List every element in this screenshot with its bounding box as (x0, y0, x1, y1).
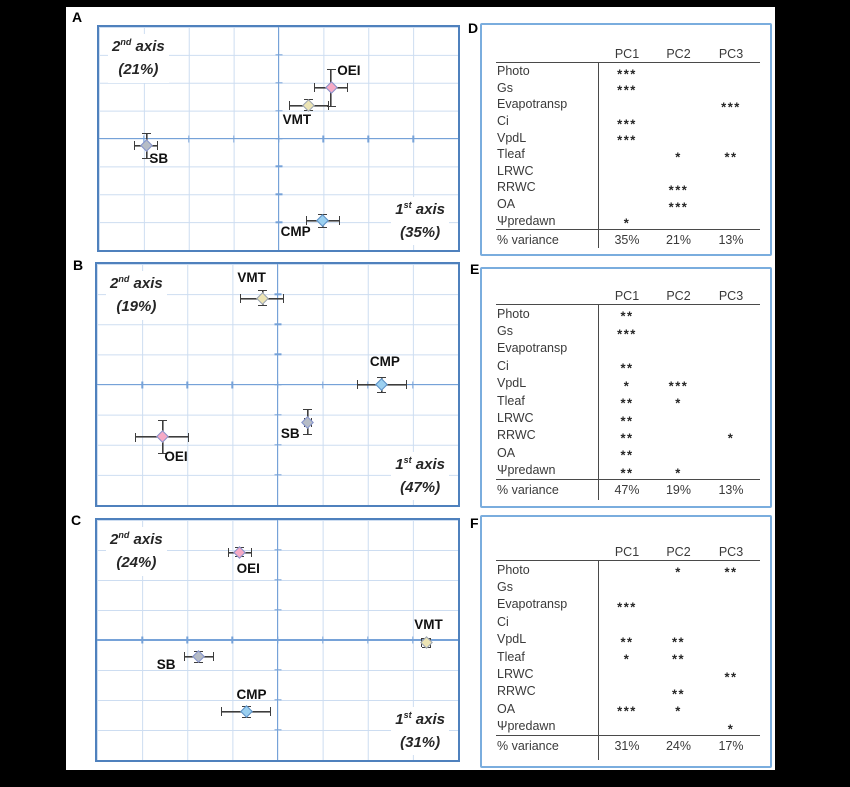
marker-label-sb: SB (280, 426, 300, 442)
variance-value-pc2: 19% (665, 483, 692, 498)
significance-cell-pc2 (654, 463, 703, 481)
significance-stars: ** (620, 447, 634, 463)
variance-value-pc3: 17% (718, 739, 744, 754)
y-axis-tick (275, 221, 282, 222)
significance-cell-pc3 (703, 667, 759, 685)
variance-value-pc2: 24% (665, 739, 692, 754)
row-label: VpdL (497, 376, 527, 391)
y-axis-label-sup: nd (118, 274, 130, 284)
significance-cell-pc1 (600, 64, 654, 82)
row-label: Tleaf (497, 147, 525, 162)
table-row (482, 613, 770, 630)
significance-stars: *** (668, 378, 689, 394)
y-axis-tick (274, 699, 281, 700)
marker-label-oei: OEI (236, 561, 260, 577)
table-row (482, 375, 770, 392)
x-axis-label-sup: st (403, 709, 412, 720)
row-label: Ci (497, 114, 509, 129)
row-label: Tleaf (497, 649, 525, 664)
x-axis-tick (322, 637, 323, 644)
y-axis-label-name: 2nd axis (110, 530, 163, 548)
variance-value-pc3: 13% (718, 233, 744, 248)
y-axis-label-name: 2nd axis (110, 274, 163, 292)
row-label: Ψpredawn (497, 213, 556, 228)
significance-cell-pc2 (654, 562, 703, 580)
variance-label: % variance (497, 483, 559, 498)
panel-letter-e: E (470, 261, 480, 277)
y-axis-tick (274, 729, 281, 730)
row-label: OA (497, 701, 516, 716)
significance-stars: * (727, 721, 735, 737)
y-axis-tick (275, 166, 282, 167)
column-divider-line (598, 62, 599, 248)
x-axis-label-name: 1st axis (395, 199, 445, 218)
significance-stars: * (675, 703, 682, 719)
marker-label-cmp: CMP (280, 223, 311, 239)
y-axis-tick (274, 639, 281, 640)
marker-label-sb: SB (149, 150, 169, 166)
x-axis-tick (367, 637, 368, 644)
significance-cell-pc2 (654, 632, 703, 650)
significance-table-d (480, 23, 772, 256)
column-header-pc3: PC3 (718, 288, 744, 303)
significance-stars: *** (668, 182, 689, 198)
pca-scatter-plot-a (97, 25, 460, 252)
table-row (482, 578, 770, 595)
table-row (482, 340, 770, 357)
y-axis-tick (274, 324, 281, 325)
variance-row (482, 230, 770, 251)
x-axis-tick (412, 637, 413, 644)
significance-cell-pc3 (703, 562, 759, 580)
significance-stars: * (675, 564, 682, 580)
y-axis-tick (274, 384, 281, 385)
x-axis-label-variance: (31%) (400, 733, 441, 751)
significance-cell-pc2 (654, 701, 703, 719)
marker-label-vmt: VMT (414, 616, 443, 632)
significance-cell-pc2 (654, 393, 703, 411)
y-axis-tick (274, 474, 281, 475)
pca-scatter-plot-c (95, 518, 460, 762)
y-axis-label (108, 34, 169, 83)
y-axis-label (106, 527, 167, 576)
table-row (482, 665, 770, 685)
x-axis-tick (368, 135, 369, 142)
variance-row (482, 480, 770, 501)
variance-label: % variance (497, 233, 559, 248)
table-row (482, 631, 770, 648)
row-label: Ci (497, 614, 509, 629)
y-axis-tick (274, 414, 281, 415)
significance-cell-pc3 (703, 147, 759, 165)
row-label: Gs (497, 80, 513, 95)
row-label: Ci (497, 358, 509, 373)
row-label: VpdL (497, 130, 527, 145)
x-axis-label-sup: st (403, 454, 412, 465)
table-row (482, 196, 770, 213)
y-axis-tick (275, 54, 282, 55)
x-axis-tick (141, 637, 142, 644)
significance-stars: * (623, 215, 631, 231)
table-row (482, 444, 770, 461)
column-header-pc2: PC2 (666, 288, 691, 303)
x-axis-tick (188, 135, 189, 142)
y-axis-label-sup: nd (118, 530, 130, 540)
panel-letter-f: F (470, 515, 479, 531)
row-label: RRWC (497, 684, 536, 699)
row-label: RRWC (497, 428, 536, 443)
marker-label-oei: OEI (164, 449, 188, 465)
row-label: Ψpredawn (497, 463, 556, 478)
x-axis-label-variance: (35%) (400, 223, 441, 241)
pca-scatter-plot-b (95, 262, 460, 507)
x-axis-tick (412, 381, 413, 388)
significance-stars: * (623, 651, 631, 667)
significance-table-e (480, 267, 772, 508)
significance-stars: *** (617, 116, 637, 132)
marker-label-oei: OEI (337, 62, 361, 78)
row-label: RRWC (497, 180, 536, 195)
y-axis-tick (275, 82, 282, 83)
column-header-pc2: PC2 (666, 46, 691, 61)
significance-stars: ** (724, 149, 738, 165)
x-axis-label-name: 1st axis (395, 454, 445, 473)
table-row (482, 63, 770, 80)
significance-stars: ** (620, 308, 634, 324)
x-axis-label (391, 707, 449, 756)
table-row (482, 392, 770, 409)
table-row (482, 96, 770, 113)
column-header-pc1: PC1 (614, 288, 640, 303)
y-axis-label-variance: (24%) (116, 554, 157, 572)
x-axis-tick (187, 381, 188, 388)
x-axis-tick (141, 381, 142, 388)
x-axis-label (391, 452, 449, 501)
column-divider-line (598, 560, 599, 760)
significance-cell-pc1 (600, 597, 654, 615)
table-row (482, 409, 770, 429)
table-row (482, 462, 770, 479)
table-row (482, 146, 770, 163)
significance-cell-pc1 (600, 306, 654, 324)
x-axis-label-sup: st (403, 199, 412, 210)
table-row (482, 212, 770, 229)
row-label: OA (497, 445, 516, 460)
table-row (482, 322, 770, 342)
table-row (482, 305, 770, 322)
row-label: Evapotransp (497, 97, 568, 112)
table-row (482, 163, 770, 180)
significance-cell-pc2 (654, 684, 703, 702)
variance-label: % variance (497, 739, 559, 754)
significance-cell-pc1 (600, 649, 654, 667)
significance-stars: *** (617, 66, 637, 82)
y-axis-label (106, 271, 167, 320)
significance-cell-pc1 (600, 701, 654, 719)
significance-cell-pc1 (600, 213, 654, 231)
row-label: Gs (497, 580, 513, 595)
y-axis-tick (274, 549, 281, 550)
significance-stars: *** (617, 132, 637, 148)
table-header-row (482, 287, 770, 304)
y-axis-label-variance: (21%) (118, 61, 159, 79)
marker-label-cmp: CMP (369, 353, 400, 369)
significance-stars: ** (724, 564, 738, 580)
table-row (482, 80, 770, 97)
panel-letter-c: C (71, 512, 82, 528)
significance-cell-pc2 (654, 376, 703, 394)
column-header-pc1: PC1 (614, 544, 640, 559)
panel-letter-d: D (468, 20, 479, 36)
significance-cell-pc2 (654, 649, 703, 667)
variance-value-pc1: 47% (614, 483, 640, 498)
x-axis-label-name: 1st axis (395, 709, 445, 728)
significance-stars: ** (671, 651, 686, 667)
significance-cell-pc3 (703, 428, 759, 446)
figure-canvas (66, 7, 775, 770)
row-label: LRWC (497, 667, 534, 682)
y-axis-tick (275, 138, 282, 139)
table-row (482, 561, 770, 578)
row-label: OA (497, 197, 516, 212)
column-divider-line (598, 304, 599, 500)
y-axis-tick (274, 609, 281, 610)
significance-stars: ** (620, 395, 634, 411)
table-row (482, 357, 770, 374)
table-header-row (482, 543, 770, 560)
significance-stars: *** (617, 82, 637, 98)
y-axis-label-name: 2nd axis (112, 37, 165, 55)
y-axis-tick (275, 194, 282, 195)
significance-stars: * (675, 395, 682, 411)
marker-label-sb: SB (156, 656, 176, 672)
table-row (482, 129, 770, 146)
significance-cell-pc2 (654, 197, 703, 215)
significance-cell-pc1 (600, 463, 654, 481)
y-axis-tick (274, 444, 281, 445)
table-header-row (482, 45, 770, 62)
y-axis-tick (275, 110, 282, 111)
x-axis-label (391, 197, 449, 246)
significance-cell-pc1 (600, 411, 654, 429)
significance-cell-pc1 (600, 358, 654, 376)
significance-stars: ** (620, 430, 634, 446)
x-axis-tick (233, 135, 234, 142)
y-axis-tick (274, 669, 281, 670)
table-row (482, 718, 770, 735)
variance-value-pc1: 35% (614, 233, 640, 248)
table-row (482, 648, 770, 665)
panel-letter-b: B (73, 257, 84, 273)
significance-cell-pc1 (600, 428, 654, 446)
panel-letter-a: A (72, 9, 83, 25)
significance-cell-pc1 (600, 114, 654, 132)
column-header-pc1: PC1 (614, 46, 640, 61)
significance-stars: ** (671, 686, 686, 702)
row-label: Ψpredawn (497, 719, 556, 734)
x-axis-label-variance: (47%) (400, 478, 441, 496)
x-axis-tick (187, 637, 188, 644)
column-header-pc2: PC2 (666, 544, 691, 559)
significance-stars: ** (671, 634, 686, 650)
row-label: Photo (497, 562, 530, 577)
significance-stars: * (675, 465, 682, 481)
column-header-pc3: PC3 (718, 544, 744, 559)
row-label: Evapotransp (497, 341, 568, 356)
marker-label-vmt: VMT (237, 270, 266, 286)
y-axis-tick (274, 354, 281, 355)
significance-cell-pc1 (600, 393, 654, 411)
table-row (482, 179, 770, 196)
significance-stars: ** (620, 634, 634, 650)
significance-stars: ** (620, 360, 634, 376)
significance-stars: ** (620, 413, 634, 429)
row-label: Tleaf (497, 393, 525, 408)
table-row (482, 113, 770, 130)
table-row (482, 683, 770, 700)
significance-stars: ** (620, 465, 634, 481)
row-label: Photo (497, 306, 530, 321)
column-header-pc3: PC3 (718, 46, 744, 61)
significance-stars: *** (668, 199, 689, 215)
x-axis-tick (412, 135, 413, 142)
marker-label-vmt: VMT (282, 112, 312, 128)
x-axis-tick (323, 135, 324, 142)
significance-cell-pc1 (600, 632, 654, 650)
row-label: LRWC (497, 411, 534, 426)
marker-label-cmp: CMP (236, 686, 267, 702)
row-label: Gs (497, 324, 513, 339)
significance-cell-pc1 (600, 324, 654, 342)
x-axis-tick (232, 637, 233, 644)
significance-cell-pc1 (600, 80, 654, 98)
row-label: Photo (497, 64, 530, 79)
significance-cell-pc2 (654, 147, 703, 165)
table-row (482, 700, 770, 717)
significance-stars: *** (617, 326, 637, 342)
variance-value-pc2: 21% (665, 233, 692, 248)
significance-stars: *** (617, 703, 637, 719)
table-row (482, 427, 770, 444)
variance-row (482, 736, 770, 757)
significance-table-f (480, 515, 772, 768)
significance-stars: ** (724, 669, 738, 685)
x-axis-tick (232, 381, 233, 388)
significance-stars: *** (721, 99, 741, 115)
row-label: Evapotransp (497, 597, 568, 612)
significance-cell-pc3 (703, 97, 759, 115)
significance-stars: * (623, 378, 631, 394)
row-label: VpdL (497, 632, 527, 647)
significance-cell-pc1 (600, 130, 654, 148)
y-axis-label-sup: nd (120, 37, 132, 47)
significance-cell-pc1 (600, 445, 654, 463)
variance-value-pc3: 13% (718, 483, 744, 498)
y-axis-tick (274, 579, 281, 580)
row-label: LRWC (497, 163, 534, 178)
variance-value-pc1: 31% (614, 739, 640, 754)
significance-stars: * (675, 149, 682, 165)
significance-stars: *** (617, 599, 637, 615)
significance-cell-pc3 (703, 719, 759, 737)
y-axis-label-variance: (19%) (116, 298, 157, 316)
significance-cell-pc1 (600, 376, 654, 394)
significance-cell-pc2 (654, 180, 703, 198)
significance-stars: * (727, 430, 735, 446)
table-row (482, 596, 770, 613)
x-axis-tick (322, 381, 323, 388)
